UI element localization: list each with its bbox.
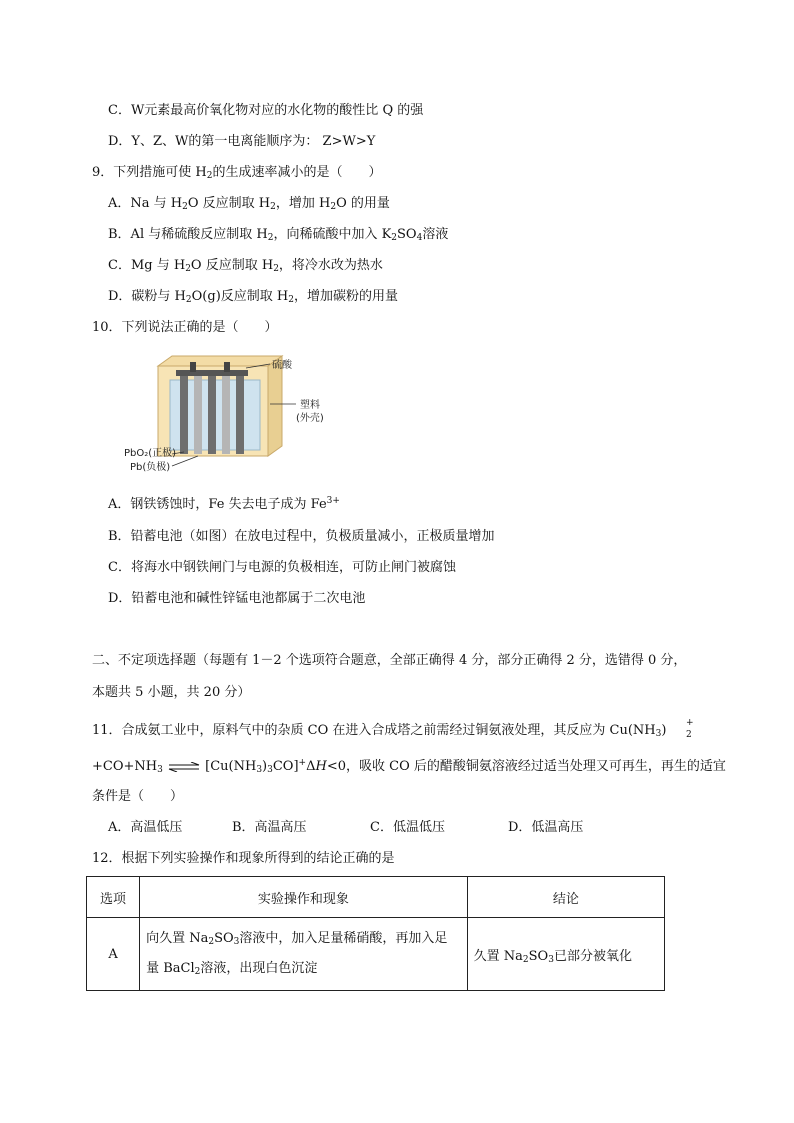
table-cell-operation: 向久置 $Na_2SO_3$溶液中，加入足量稀硝酸，再加入足 量 BaCl$_2$溶液，出现白色沉淀 bbox=[140, 918, 468, 991]
q11-superscript: + bbox=[686, 718, 694, 728]
table-header-option: 选项 bbox=[87, 877, 140, 918]
q10-option-c: C．将海水中钢铁闸门与电源的负极相连，可防止闸门被腐蚀 bbox=[108, 560, 456, 575]
electrode-plate bbox=[194, 376, 202, 454]
table-header-row bbox=[87, 877, 665, 918]
lead-acid-battery-figure bbox=[120, 354, 360, 484]
equilibrium-arrow-icon bbox=[167, 762, 201, 772]
q11-option-d: D．低温高压 bbox=[508, 820, 584, 835]
label-pbo2: PbO₂(正极) bbox=[124, 448, 177, 459]
q9-option-b: B．Al 与稀硫酸反应制取 $H_2$，向稀硫酸中加入 $K_2SO_4$溶液 bbox=[108, 227, 449, 243]
table-row bbox=[87, 918, 665, 991]
q11-stem: 11．合成氨工业中，原料气中的杂质 CO 在进入合成塔之前需经过铜氨液处理，其反应为 $Cu(NH_3)$ bbox=[92, 723, 667, 739]
q11-option-a: A．高温低压 bbox=[108, 820, 183, 835]
q12-table bbox=[86, 876, 665, 991]
table-cell-conclusion: 久置 $Na_2SO_3$已部分被氧化 bbox=[467, 918, 664, 991]
q11-option-b: B．高温高压 bbox=[232, 820, 307, 835]
q11-option-c: C．低温低压 bbox=[370, 820, 445, 835]
section-2-heading-cont: 本题共 5 小题，共 20 分） bbox=[92, 685, 251, 700]
q11-equation: $+CO+NH_3$ $[Cu(NH_3)_3CO]^+\Delta H<0$，吸收 CO 后的醋酸铜氨溶液经过适当处理又可再生，再生的适宜 bbox=[92, 758, 726, 775]
label-sulfuric-acid: 硫酸 bbox=[272, 360, 292, 371]
electrode-plate bbox=[236, 376, 244, 454]
q8-option-d: D．Y、Z、W的第一电离能顺序为： Z>W>Y bbox=[108, 134, 376, 149]
terminal bbox=[224, 362, 230, 372]
q10-option-a: A．钢铁锈蚀时，Fe 失去电子成为 $Fe^{3+}$ bbox=[108, 496, 340, 512]
battery-diagram bbox=[120, 354, 360, 484]
section-2-heading: 二、不定项选择题（每题有 1－2 个选项符合题意，全部正确得 4 分，部分正确得 2 分，选错得 0 分， bbox=[92, 653, 687, 668]
q12-stem: 12．根据下列实验操作和现象所得到的结论正确的是 bbox=[92, 851, 395, 866]
q8-option-c: C．W元素最高价氧化物对应的水化物的酸性比 Q 的强 bbox=[108, 103, 424, 118]
q9-stem: 9．下列措施可使 $H_2$的生成速率减小的是（ ） bbox=[92, 165, 382, 181]
table-cell-option: A bbox=[87, 918, 140, 991]
q11-subscript: 2 bbox=[686, 730, 692, 740]
q9-option-d: D．碳粉与 $H_2O(g)$反应制取 $H_2$，增加碳粉的用量 bbox=[108, 289, 398, 305]
label-pb: Pb(负极) bbox=[130, 462, 171, 473]
label-plastic: 塑料 bbox=[300, 400, 320, 411]
q10-option-b: B．铅蓄电池（如图）在放电过程中，负极质量减小，正极质量增加 bbox=[108, 529, 495, 544]
q9-option-a: A．Na 与 $H_2O$ 反应制取 $H_2$，增加 $H_2O$ 的用量 bbox=[108, 196, 390, 212]
label-shell: (外壳) bbox=[296, 413, 324, 424]
electrode-plate bbox=[222, 376, 230, 454]
q10-option-d: D．铅蓄电池和碱性锌锰电池都属于二次电池 bbox=[108, 591, 366, 606]
electrode-plate bbox=[208, 376, 216, 454]
table-header-operation: 实验操作和现象 bbox=[140, 877, 468, 918]
q10-stem: 10．下列说法正确的是（ ） bbox=[92, 320, 278, 335]
electrode-plate bbox=[180, 376, 188, 454]
bus-bar bbox=[176, 370, 248, 376]
q11-stem-end: 条件是（ ） bbox=[92, 789, 184, 804]
terminal bbox=[190, 362, 196, 372]
table-header-conclusion: 结论 bbox=[467, 877, 664, 918]
q9-option-c: C．Mg 与 $H_2O$ 反应制取 $H_2$，将冷水改为热水 bbox=[108, 258, 383, 274]
